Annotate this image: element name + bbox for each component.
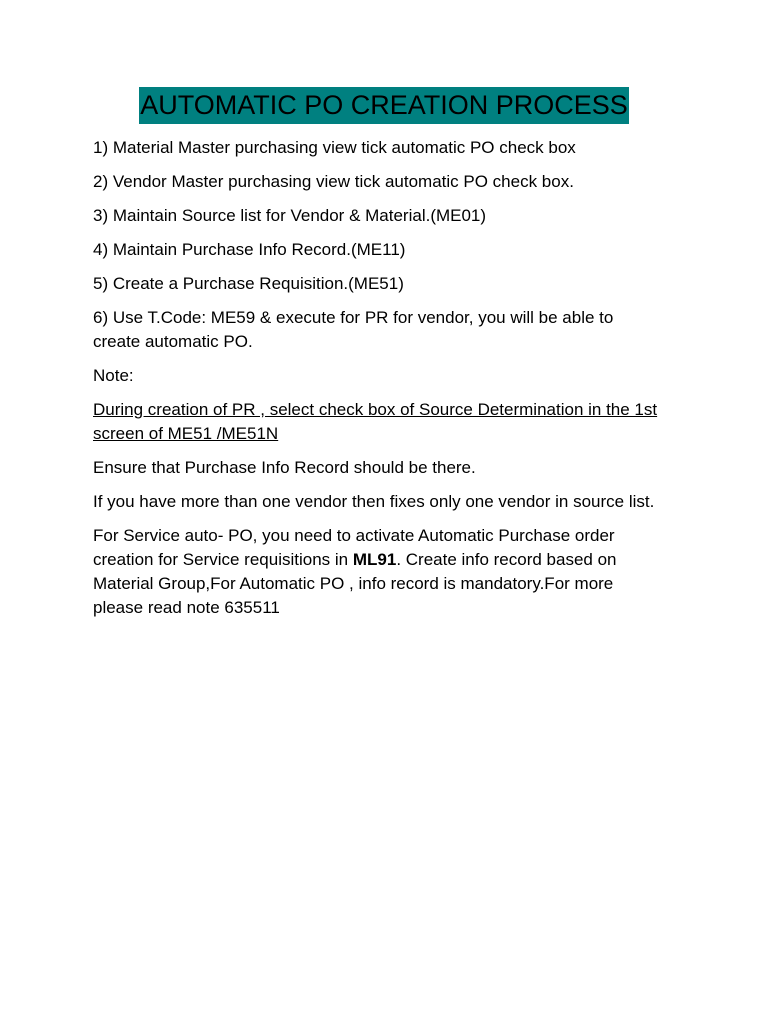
vendor-text: If you have more than one vendor then fixes only one vendor in source list. [93, 492, 655, 511]
title-wrapper [0, 87, 768, 124]
step-3: 3) Maintain Source list for Vendor & Material.(ME01) [93, 206, 487, 225]
service-text-part2: . Create info record based on Material Group,For Automatic PO , info record is mandatory.For more please read note 635511 [93, 550, 617, 617]
step-5: 5) Create a Purchase Requisition.(ME51) [93, 274, 404, 293]
note-label: Note: [93, 366, 134, 385]
note-underlined-text: During creation of PR , select check box of Source Determination in the 1st screen of ME51 /ME51N [93, 400, 658, 443]
document-body [93, 136, 663, 630]
step-2: 2) Vendor Master purchasing view tick automatic PO check box. [93, 172, 574, 191]
service-paragraph [93, 524, 663, 620]
step-4: 4) Maintain Purchase Info Record.(ME11) [93, 240, 406, 259]
document-title: AUTOMATIC PO CREATION PROCESS [139, 87, 629, 124]
step-6: 6) Use T.Code: ME59 & execute for PR for vendor, you will be able to create automatic PO. [93, 308, 614, 351]
service-tcode-bold: ML91 [352, 550, 397, 569]
service-text-part1: For Service auto- PO, you need to activate Automatic Purchase order creation for Service requisitions in [93, 526, 615, 569]
ensure-text: Ensure that Purchase Info Record should be there. [93, 458, 476, 477]
step-1: 1) Material Master purchasing view tick automatic PO check box [93, 138, 576, 157]
